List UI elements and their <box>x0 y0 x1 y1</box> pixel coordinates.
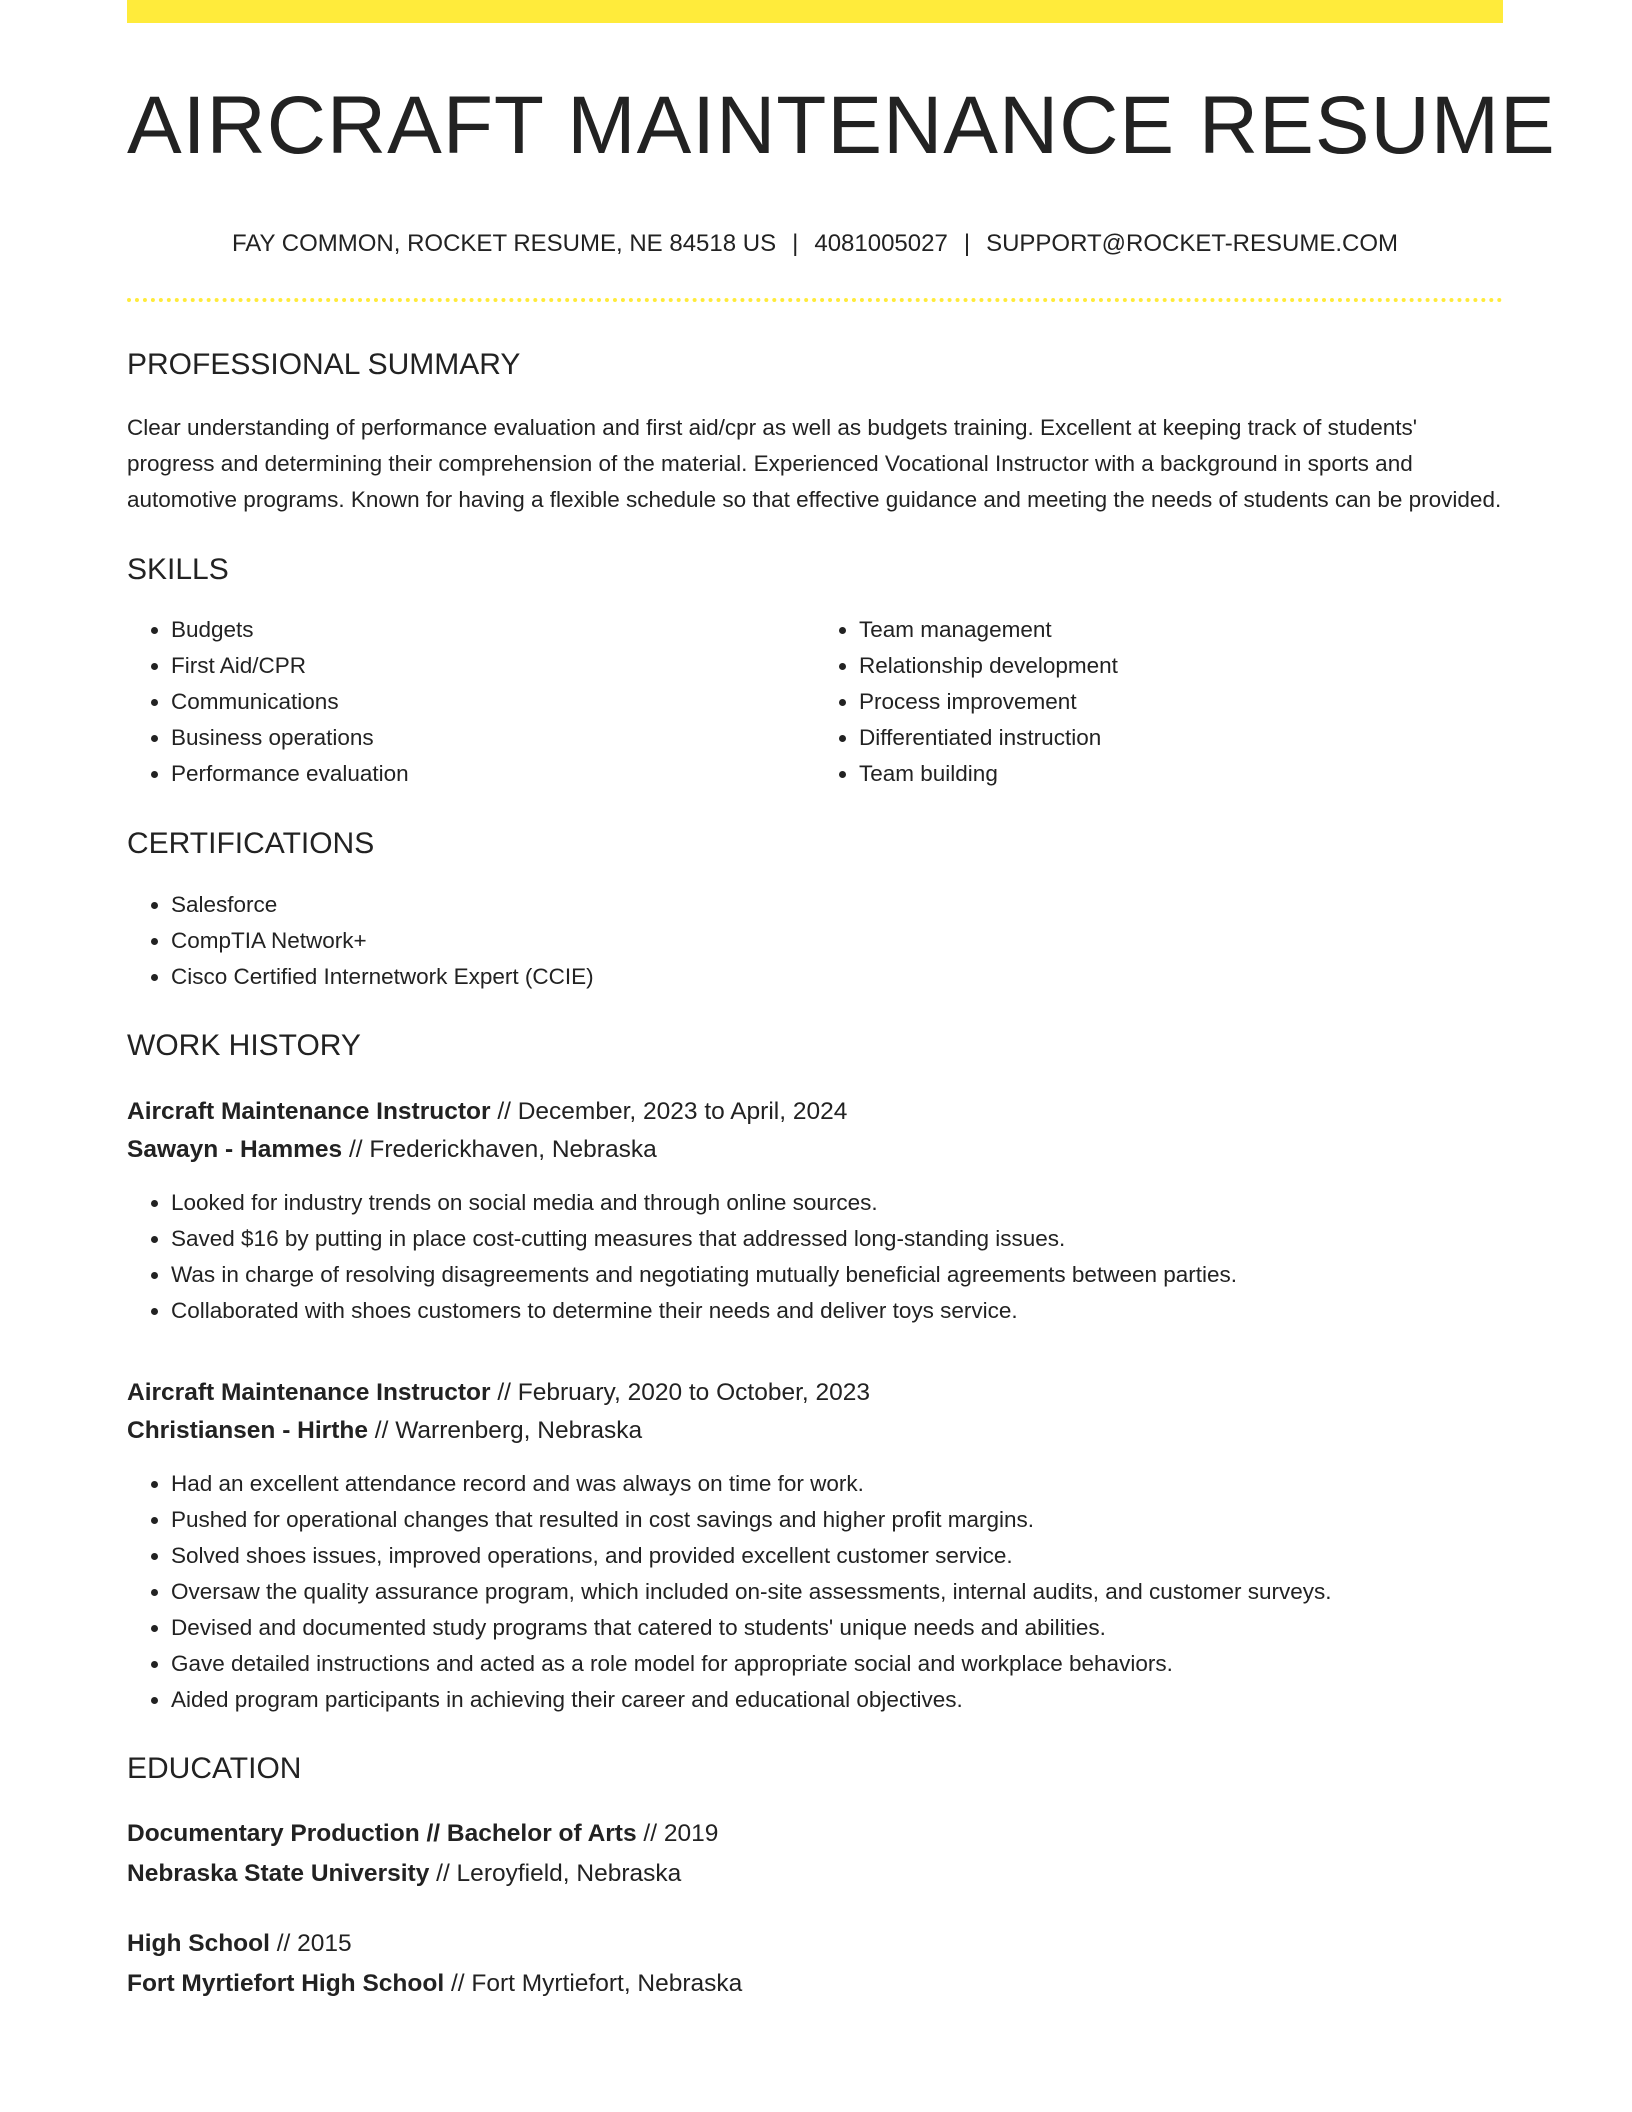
certifications-heading: CERTIFICATIONS <box>127 827 375 860</box>
education-school-line <box>127 1964 1503 2004</box>
contact-separator: | <box>792 230 799 257</box>
skill-item: • Performance evaluation <box>171 756 815 792</box>
job-entry <box>127 1093 1503 1329</box>
work-history-heading: WORK HISTORY <box>127 1029 361 1062</box>
job-company: Christiansen - Hirthe <box>127 1417 368 1444</box>
job-company-line <box>127 1131 1503 1169</box>
contact-address: FAY COMMON, ROCKET RESUME, NE 84518 US <box>231 230 777 257</box>
education-entry <box>127 1924 1503 2004</box>
job-title: Aircraft Maintenance Instructor <box>127 1098 491 1125</box>
skill-item: • Business operations <box>171 720 815 756</box>
job-bullet: • Collaborated with shoes customers to determine their needs and deliver toys service. <box>171 1293 1503 1329</box>
skill-item: • Budgets <box>171 612 815 648</box>
job-bullet: • Saved $16 by putting in place cost-cutting measures that addressed long-standing issues. <box>171 1221 1503 1257</box>
certification-item: • CompTIA Network+ <box>171 923 1503 959</box>
skills-list-right <box>815 612 1503 792</box>
education-school: Fort Myrtiefort High School <box>127 1970 445 1997</box>
job-dates: // December, 2023 to April, 2024 <box>497 1098 848 1125</box>
job-title: Aircraft Maintenance Instructor <box>127 1379 491 1406</box>
job-dates: // February, 2020 to October, 2023 <box>497 1379 871 1406</box>
certifications-list <box>127 887 1503 995</box>
education-entry <box>127 1814 1503 1894</box>
job-location: // Warrenberg, Nebraska <box>374 1417 643 1444</box>
skill-item: • Process improvement <box>859 684 1503 720</box>
education-degree: High School <box>127 1930 270 1957</box>
job-company: Sawayn - Hammes <box>127 1136 343 1163</box>
contact-phone: 4081005027 <box>814 230 948 257</box>
skill-item: • Team management <box>859 612 1503 648</box>
job-title-line <box>127 1093 1503 1131</box>
job-bullet: • Looked for industry trends on social media and through online sources. <box>171 1185 1503 1221</box>
certification-item: • Salesforce <box>171 887 1503 923</box>
contact-email: SUPPORT@ROCKET-RESUME.COM <box>986 230 1399 257</box>
job-bullet: • Aided program participants in achieving their career and educational objectives. <box>171 1682 1503 1718</box>
job-bullet: • Had an excellent attendance record and was always on time for work. <box>171 1466 1503 1502</box>
education-heading: EDUCATION <box>127 1752 302 1785</box>
job-location: // Frederickhaven, Nebraska <box>348 1136 657 1163</box>
top-accent-bar <box>127 0 1503 23</box>
resume-title: AIRCRAFT MAINTENANCE RESUME <box>127 80 1556 171</box>
skill-item: • Differentiated instruction <box>859 720 1503 756</box>
contact-line <box>127 230 1503 258</box>
job-bullet: • Solved shoes issues, improved operations, and provided excellent customer service. <box>171 1538 1503 1574</box>
dotted-divider <box>127 298 1503 302</box>
certification-item: • Cisco Certified Internetwork Expert (CCIE) <box>171 959 1503 995</box>
education-school: Nebraska State University <box>127 1860 430 1887</box>
skills-columns <box>127 612 1503 792</box>
job-company-line <box>127 1412 1503 1450</box>
job-entry <box>127 1374 1503 1718</box>
job-bullet: • Devised and documented study programs that catered to students' unique needs and abilities. <box>171 1610 1503 1646</box>
education-location: // Fort Myrtiefort, Nebraska <box>450 1970 743 1997</box>
education-school-line <box>127 1854 1503 1894</box>
education-year: // 2019 <box>643 1820 719 1847</box>
summary-heading: PROFESSIONAL SUMMARY <box>127 348 521 381</box>
resume-page <box>127 0 1556 2004</box>
skills-heading: SKILLS <box>127 553 229 586</box>
job-bullets <box>127 1466 1503 1718</box>
skill-item: • Relationship development <box>859 648 1503 684</box>
education-degree-line <box>127 1924 1503 1964</box>
job-bullet: • Was in charge of resolving disagreements and negotiating mutually beneficial agreements between parties. <box>171 1257 1503 1293</box>
job-bullets <box>127 1185 1503 1329</box>
summary-text: Clear understanding of performance evaluation and first aid/cpr as well as budgets training. Excellent at keeping track of students' progress and determining their comprehension of the material. Experienced Vocational Instructor with a background in sports and automotive programs. Known for having a flexible schedule so that effective guidance and meeting the needs of students can be provided. <box>127 415 1502 512</box>
job-bullet: • Pushed for operational changes that resulted in cost savings and higher profit margins. <box>171 1502 1503 1538</box>
skills-list-left <box>127 612 815 792</box>
education-year: // 2015 <box>276 1930 352 1957</box>
education-location: // Leroyfield, Nebraska <box>436 1860 682 1887</box>
skill-item: • Team building <box>859 756 1503 792</box>
education-degree-line <box>127 1814 1503 1854</box>
job-bullet: • Oversaw the quality assurance program, which included on-site assessments, internal audits, and customer surveys. <box>171 1574 1503 1610</box>
job-bullet: • Gave detailed instructions and acted as a role model for appropriate social and workplace behaviors. <box>171 1646 1503 1682</box>
job-title-line <box>127 1374 1503 1412</box>
contact-separator: | <box>963 230 971 257</box>
skill-item: • First Aid/CPR <box>171 648 815 684</box>
education-degree: Documentary Production // Bachelor of Arts <box>127 1820 637 1847</box>
skill-item: • Communications <box>171 684 815 720</box>
